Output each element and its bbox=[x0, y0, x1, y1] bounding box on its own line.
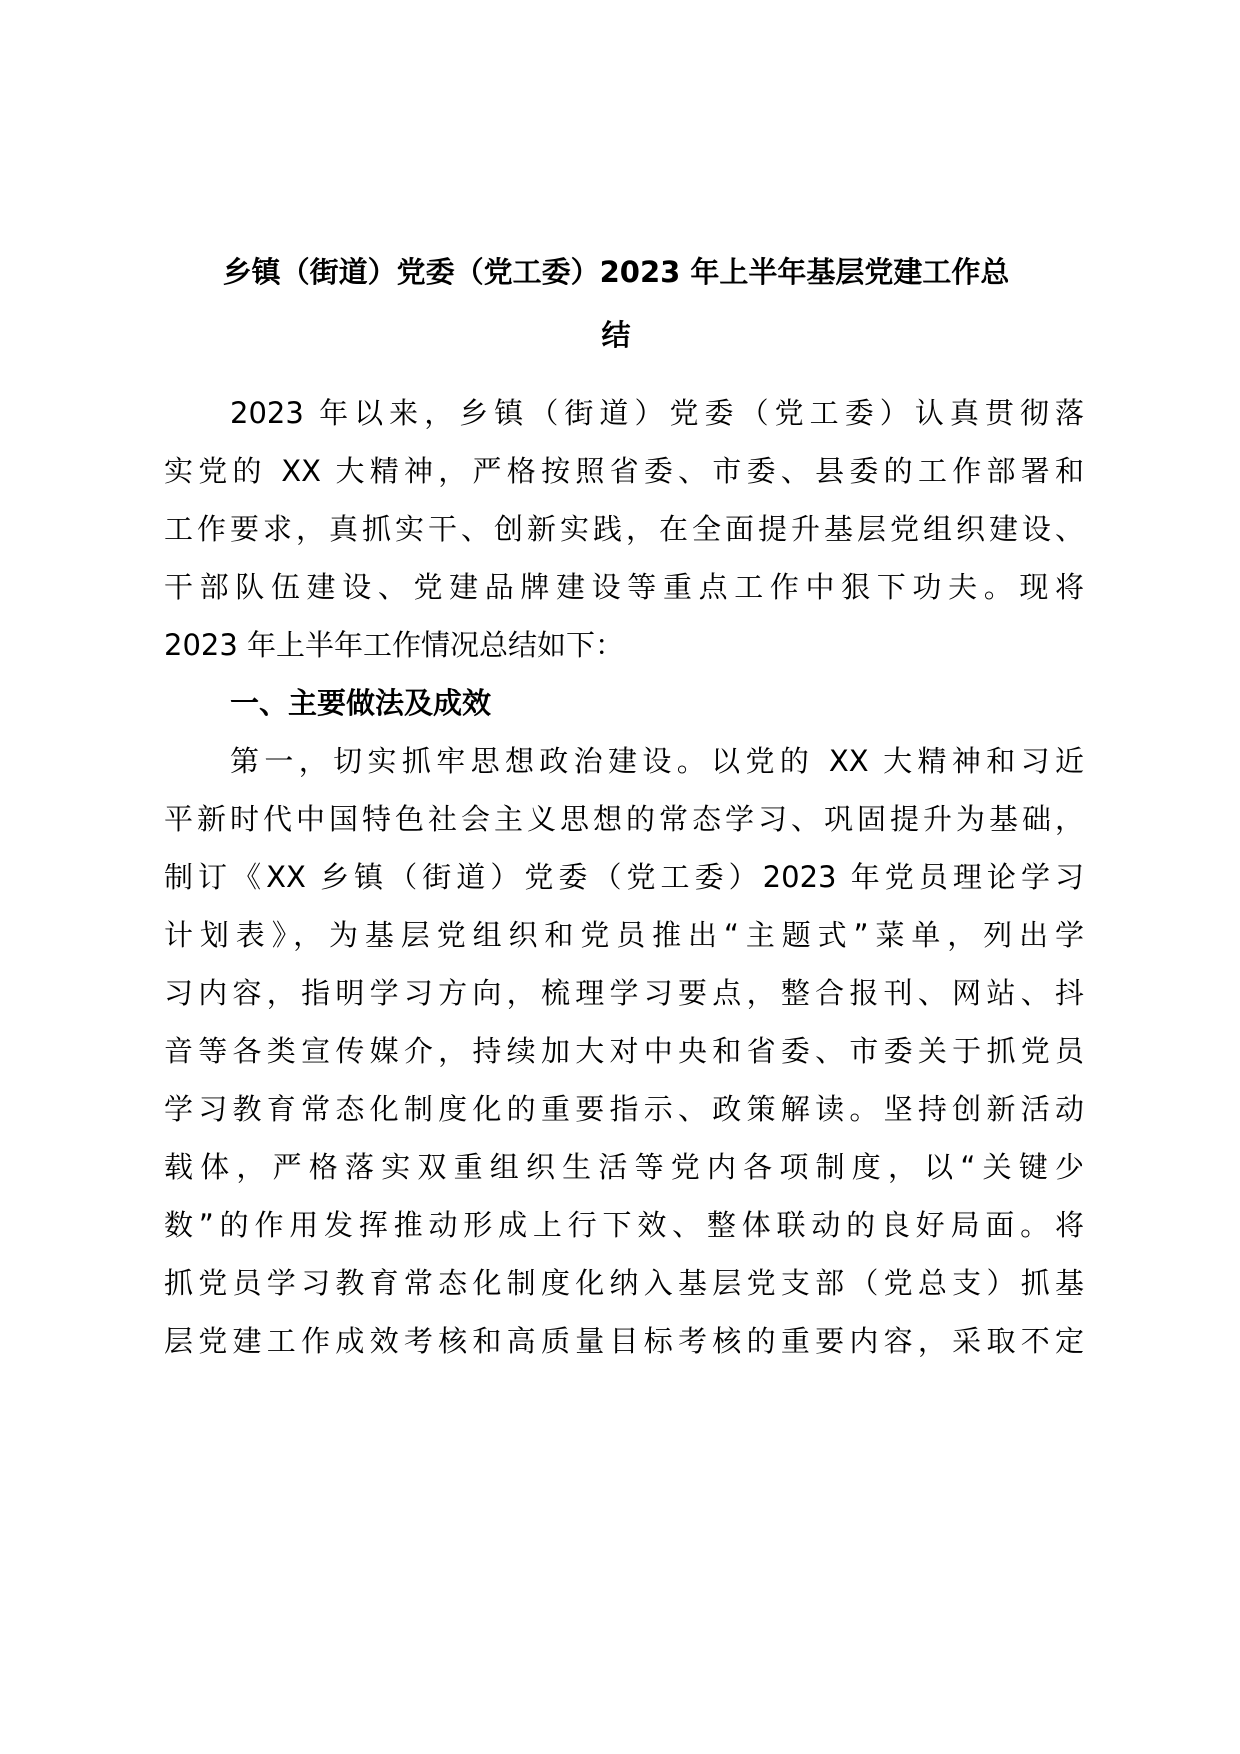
paragraph-intro-line-3: 工作要求，真抓实干、创新实践，在全面提升基层党组织建设、 bbox=[164, 512, 1084, 546]
paragraph-first-line-3: 制订《XX 乡镇（街道）党委（党工委）2023 年党员理论学习 bbox=[164, 860, 1084, 894]
paragraph-first-line-4: 计划表》，为基层党组织和党员推出“主题式”菜单，列出学 bbox=[164, 918, 1084, 952]
paragraph-first-line-8: 载体，严格落实双重组织生活等党内各项制度，以“关键少 bbox=[164, 1150, 1084, 1184]
paragraph-first-line-6: 音等各类宣传媒介，持续加大对中央和省委、市委关于抓党员 bbox=[164, 1034, 1084, 1068]
paragraph-first-line-10: 抓党员学习教育常态化制度化纳入基层党支部（党总支）抓基 bbox=[164, 1266, 1084, 1300]
paragraph-intro-line-5: 2023 年上半年工作情况总结如下： bbox=[164, 628, 625, 662]
paragraph-first-line-7: 学习教育常态化制度化的重要指示、政策解读。坚持创新活动 bbox=[164, 1092, 1084, 1126]
paragraph-intro-line-4: 干部队伍建设、党建品牌建设等重点工作中狠下功夫。现将 bbox=[164, 570, 1084, 604]
paragraph-intro-line-1: 2023 年以来，乡镇（街道）党委（党工委）认真贯彻落 bbox=[230, 396, 1084, 430]
section-heading-1: 一、主要做法及成效 bbox=[230, 686, 492, 720]
paragraph-first-line-5: 习内容，指明学习方向，梳理学习要点，整合报刊、网站、抖 bbox=[164, 976, 1084, 1010]
paragraph-first-line-11: 层党建工作成效考核和高质量目标考核的重要内容，采取不定 bbox=[164, 1324, 1084, 1358]
paragraph-intro-line-2: 实党的 XX 大精神，严格按照省委、市委、县委的工作部署和 bbox=[164, 454, 1084, 488]
document-title-line-2: 结 bbox=[601, 318, 631, 352]
paragraph-first-line-1: 第一，切实抓牢思想政治建设。以党的 XX 大精神和习近 bbox=[230, 744, 1084, 778]
paragraph-first-line-9: 数”的作用发挥推动形成上行下效、整体联动的良好局面。将 bbox=[164, 1208, 1084, 1242]
paragraph-first-line-2: 平新时代中国特色社会主义思想的常态学习、巩固提升为基础， bbox=[164, 802, 1084, 836]
document-title-line-1: 乡镇（街道）党委（党工委）2023 年上半年基层党建工作总 bbox=[222, 255, 1010, 289]
